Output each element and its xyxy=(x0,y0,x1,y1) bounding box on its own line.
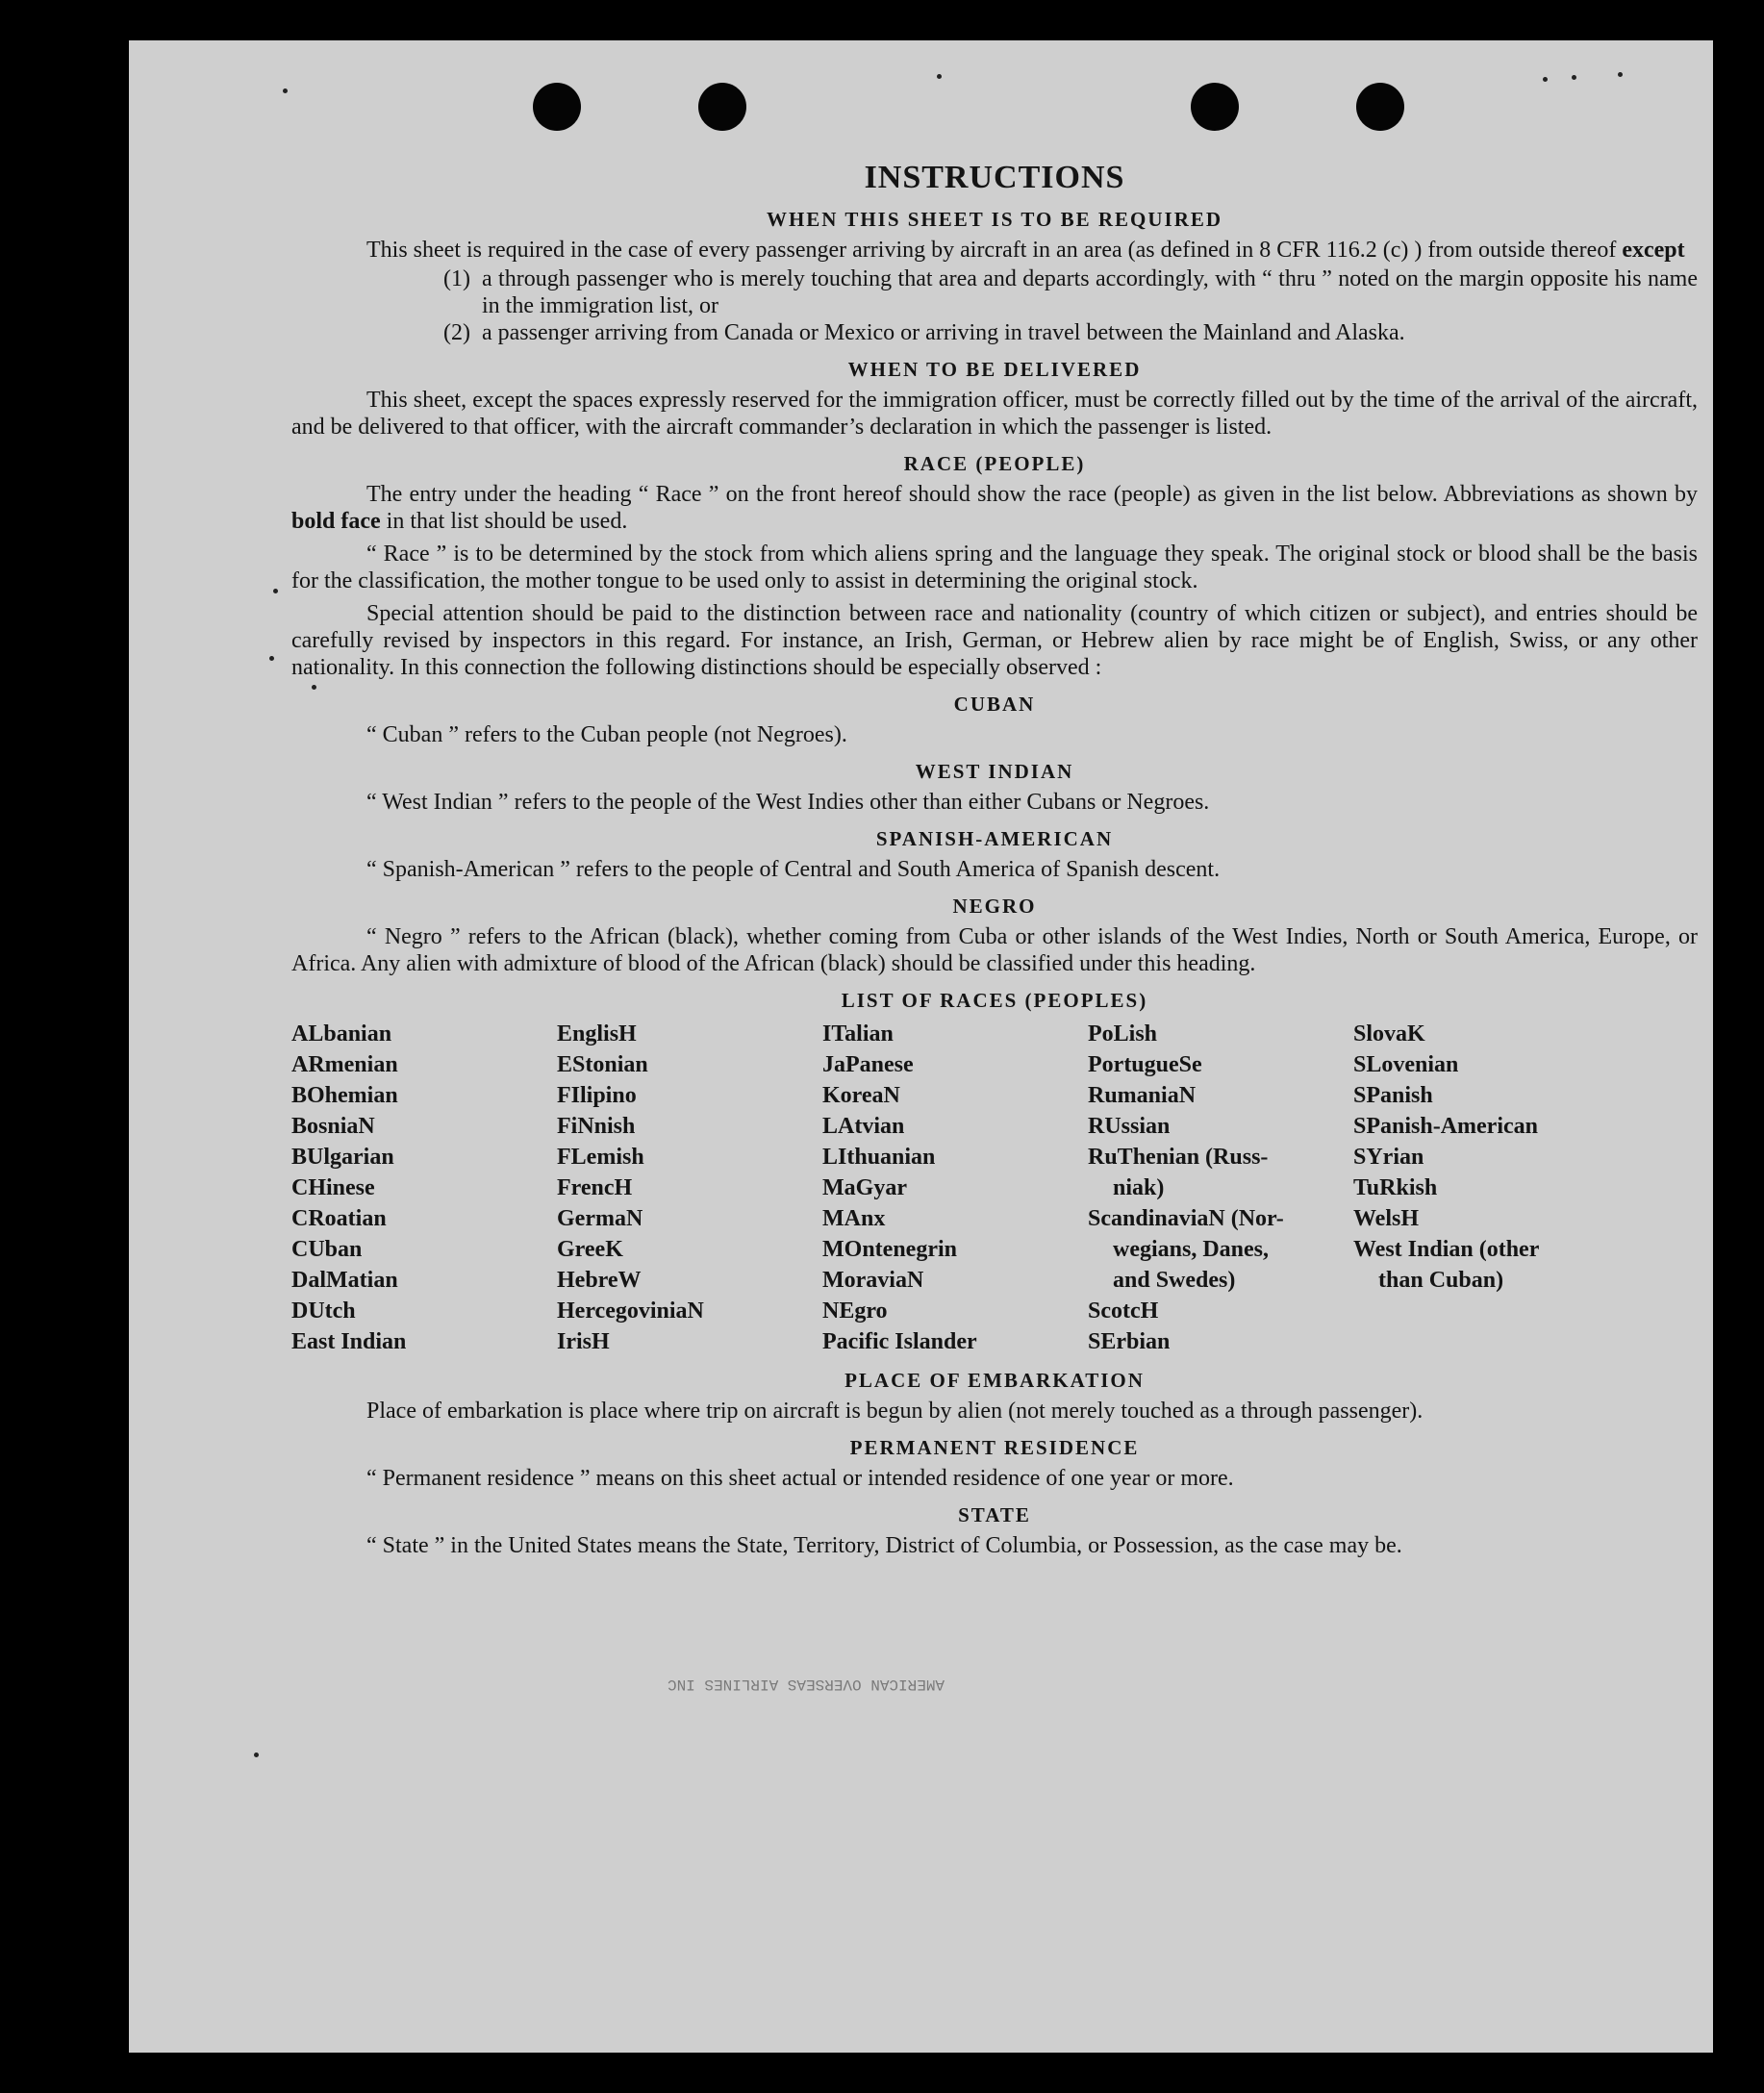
race-entry-text: HebreW xyxy=(557,1268,642,1293)
race-entry-text: JaPanese xyxy=(822,1052,914,1077)
race-entry-text: DUtch xyxy=(291,1299,356,1324)
race-entry-text: RuThenian (Russ- xyxy=(1088,1145,1269,1170)
speck xyxy=(937,74,942,79)
race-entry-text: PoLish xyxy=(1088,1021,1158,1046)
race-entry xyxy=(557,1049,822,1080)
section-heading: WEST INDIAN xyxy=(915,760,1074,783)
race-entry-text: FiNnish xyxy=(557,1114,636,1139)
speck xyxy=(269,656,274,661)
race-entry-text: LIthuanian xyxy=(822,1145,936,1170)
race-entry-text: West Indian (other xyxy=(1353,1237,1540,1262)
race-entry-text: PortugueSe xyxy=(1088,1052,1202,1077)
speck xyxy=(283,88,288,93)
section-heading: STATE xyxy=(958,1503,1031,1526)
race-entry-text: FIlipino xyxy=(557,1083,637,1108)
race-entry-text: RumaniaN xyxy=(1088,1083,1197,1108)
race-entry xyxy=(557,1111,822,1142)
race-entry-text: East Indian xyxy=(291,1329,407,1354)
race-entry xyxy=(822,1173,1088,1203)
list-item xyxy=(291,319,1698,346)
race-entry-text: ScotcH xyxy=(1088,1299,1159,1324)
page-title: INSTRUCTIONS xyxy=(864,160,1125,195)
race-entry-text: MOntenegrin xyxy=(822,1237,957,1262)
race-entry xyxy=(291,1142,557,1173)
race-entry-text: CRoatian xyxy=(291,1206,387,1231)
race-entry xyxy=(822,1296,1088,1326)
races-column xyxy=(557,1019,822,1357)
punch-hole xyxy=(1191,83,1239,131)
race-entry-text: EnglisH xyxy=(557,1021,637,1046)
race-entry-continuation: than Cuban) xyxy=(1378,1268,1504,1293)
race-entry xyxy=(557,1326,822,1357)
race-entry xyxy=(291,1019,557,1049)
residence-paragraph: “ Permanent residence ” means on this sheet actual or intended residence of one year or more. xyxy=(366,1466,1234,1491)
race-entry xyxy=(557,1234,822,1265)
race-entry xyxy=(822,1234,1088,1265)
speck xyxy=(1572,75,1576,80)
race-entry-text: MAnx xyxy=(822,1206,886,1231)
race-entry-text: SErbian xyxy=(1088,1329,1171,1354)
race-entry xyxy=(557,1142,822,1173)
required-intro xyxy=(291,237,1698,264)
speck xyxy=(1543,77,1548,82)
speck xyxy=(254,1753,259,1757)
race-entry-text: GermaN xyxy=(557,1206,643,1231)
list-item-text: a passenger arriving from Canada or Mexico or arriving in travel between the Mainland and Alaska. xyxy=(482,320,1405,345)
race-entry-text: SYrian xyxy=(1353,1145,1424,1170)
list-item xyxy=(291,265,1698,319)
document-sheet xyxy=(129,40,1713,2053)
race-entry-text: ITalian xyxy=(822,1021,894,1046)
race-p1-bold: bold face xyxy=(291,509,381,534)
race-entry-text: SPanish xyxy=(1353,1083,1433,1108)
race-entry xyxy=(1353,1142,1594,1173)
west-indian-paragraph: “ West Indian ” refers to the people of the West Indies other than either Cubans or Negroes. xyxy=(366,790,1210,815)
race-entry-text: RUssian xyxy=(1088,1114,1171,1139)
race-entry-text: CHinese xyxy=(291,1175,375,1200)
races-column xyxy=(1088,1019,1353,1357)
race-entry xyxy=(822,1142,1088,1173)
race-entry-text: TuRkish xyxy=(1353,1175,1438,1200)
race-entry xyxy=(1353,1019,1594,1049)
race-entry xyxy=(291,1265,557,1296)
section-heading: SPANISH-AMERICAN xyxy=(875,827,1114,850)
section-heading: PLACE OF EMBARKATION xyxy=(844,1369,1145,1392)
embarkation-paragraph: Place of embarkation is place where trip on aircraft is begun by alien (not merely touched as a through passenger). xyxy=(366,1399,1424,1424)
list-item-text: a through passenger who is merely touching that area and departs accordingly, with “ thru ” noted on the margin opposite his name in the immigration list, or xyxy=(482,266,1698,318)
state-paragraph: “ State ” in the United States means the State, Territory, District of Columbia, or Possession, as the case may be. xyxy=(366,1533,1402,1558)
race-entry xyxy=(291,1234,557,1265)
race-entry-text: KoreaN xyxy=(822,1083,900,1108)
race-entry-text: FrencH xyxy=(557,1175,633,1200)
exceptions-list xyxy=(291,265,1698,346)
race-entry xyxy=(1088,1049,1353,1080)
race-paragraph-2: “ Race ” is to be determined by the stock from which aliens spring and the language they speak. The original stock or blood shall be the basis for the classification, the mother tongue to be used only to assist in determining the original stock. xyxy=(291,542,1698,593)
section-heading: LIST OF RACES (PEOPLES) xyxy=(841,989,1148,1012)
race-entry xyxy=(822,1203,1088,1234)
race-entry xyxy=(291,1111,557,1142)
punch-hole xyxy=(1356,83,1404,131)
race-paragraph-1 xyxy=(291,481,1698,535)
race-entry xyxy=(1088,1326,1353,1357)
spanish-american-paragraph: “ Spanish-American ” refers to the people of Central and South America of Spanish descent. xyxy=(366,857,1221,882)
race-entry xyxy=(822,1019,1088,1049)
speck xyxy=(1618,72,1623,77)
races-column xyxy=(291,1019,557,1357)
section-heading: NEGRO xyxy=(952,895,1037,918)
race-entry-text: ScandinaviaN (Nor- xyxy=(1088,1206,1284,1231)
race-entry xyxy=(557,1173,822,1203)
race-entry xyxy=(557,1265,822,1296)
race-entry-text: Pacific Islander xyxy=(822,1329,977,1354)
race-entry-text: SPanish-American xyxy=(1353,1114,1538,1139)
race-entry xyxy=(822,1111,1088,1142)
race-entry-text: BUlgarian xyxy=(291,1145,394,1170)
race-entry xyxy=(291,1296,557,1326)
section-heading: WHEN THIS SHEET IS TO BE REQUIRED xyxy=(766,208,1223,231)
race-entry xyxy=(291,1049,557,1080)
race-entry-text: NEgro xyxy=(822,1299,888,1324)
negro-paragraph: “ Negro ” refers to the African (black), whether coming from Cuba or other islands of the West Indies, North or South America, Europe, or Africa. Any alien with admixture of blood of the African (black) should be classified under this heading. xyxy=(291,924,1698,976)
race-entry xyxy=(557,1296,822,1326)
race-entry-text: SLovenian xyxy=(1353,1052,1459,1077)
speck xyxy=(273,589,278,593)
race-entry-text: IrisH xyxy=(557,1329,610,1354)
race-entry xyxy=(291,1326,557,1357)
race-entry-text: BOhemian xyxy=(291,1083,398,1108)
races-column xyxy=(1353,1019,1594,1357)
section-heading: PERMANENT RESIDENCE xyxy=(849,1436,1140,1459)
race-entry-text: GreeK xyxy=(557,1237,623,1262)
cuban-paragraph: “ Cuban ” refers to the Cuban people (not Negroes). xyxy=(366,722,847,747)
race-p1-text: The entry under the heading “ Race ” on the front hereof should show the race (people) as given in the list below. Abbreviations as shown by xyxy=(366,482,1698,507)
race-entry xyxy=(822,1326,1088,1357)
race-entry xyxy=(1353,1203,1594,1234)
race-entry-text: MaGyar xyxy=(822,1175,907,1200)
race-p1-text-end: in that list should be used. xyxy=(386,509,628,534)
race-entry-text: DalMatian xyxy=(291,1268,398,1293)
section-heading: RACE (PEOPLE) xyxy=(903,452,1086,475)
race-entry xyxy=(291,1080,557,1111)
section-heading: WHEN TO BE DELIVERED xyxy=(847,358,1142,381)
race-entry xyxy=(291,1173,557,1203)
required-except: except xyxy=(1622,238,1685,263)
race-entry-text: EStonian xyxy=(557,1052,648,1077)
race-entry xyxy=(822,1080,1088,1111)
race-entry-text: HercegoviniaN xyxy=(557,1299,704,1324)
race-entry xyxy=(1088,1296,1353,1326)
required-intro-text: This sheet is required in the case of every passenger arriving by aircraft in an area (as defined in 8 CFR 116.2 (c) ) from outside thereof xyxy=(366,238,1617,263)
race-entry xyxy=(1088,1080,1353,1111)
punch-hole xyxy=(533,83,581,131)
race-entry xyxy=(557,1019,822,1049)
race-entry-continuation: niak) xyxy=(1113,1175,1165,1200)
race-entry xyxy=(1088,1019,1353,1049)
race-entry-continuation: wegians, Danes, xyxy=(1113,1237,1270,1262)
list-item-number: (2) xyxy=(443,320,470,345)
race-entry xyxy=(1353,1111,1594,1142)
race-entry xyxy=(1088,1203,1353,1296)
embarkation-stamp: AMERICAN OVERSEAS AIRLINES INC xyxy=(668,1676,945,1693)
race-entry xyxy=(1353,1234,1594,1296)
race-entry-text: ARmenian xyxy=(291,1052,398,1077)
race-entry-text: SlovaK xyxy=(1353,1021,1425,1046)
race-entry xyxy=(822,1049,1088,1080)
delivered-paragraph: This sheet, except the spaces expressly reserved for the immigration officer, must be correctly filled out by the time of the arrival of the aircraft, and be delivered to that officer, with the aircraft commander’s declaration in which the passenger is listed. xyxy=(291,388,1698,440)
race-entry-text: LAtvian xyxy=(822,1114,905,1139)
races-list xyxy=(291,1019,1698,1357)
list-item-number: (1) xyxy=(443,266,470,291)
section-heading: CUBAN xyxy=(953,693,1036,716)
race-entry xyxy=(1088,1111,1353,1142)
race-entry-text: FLemish xyxy=(557,1145,644,1170)
race-entry-continuation: and Swedes) xyxy=(1113,1268,1236,1293)
race-entry xyxy=(557,1080,822,1111)
races-column xyxy=(822,1019,1088,1357)
race-entry-text: MoraviaN xyxy=(822,1268,924,1293)
race-entry xyxy=(1353,1049,1594,1080)
race-entry-text: ALbanian xyxy=(291,1021,392,1046)
race-entry xyxy=(557,1203,822,1234)
race-entry xyxy=(1353,1173,1594,1203)
race-paragraph-3: Special attention should be paid to the distinction between race and nationality (country of which citizen or subject), and entries should be carefully revised by inspectors in this regard. For instance, an Irish, German, or Hebrew alien by race might be of English, Swiss, or any other nationality. In this connection the following distinctions should be especially observed : xyxy=(291,601,1698,680)
race-entry xyxy=(1353,1080,1594,1111)
race-entry-text: BosniaN xyxy=(291,1114,375,1139)
punch-hole xyxy=(698,83,746,131)
instructions-content xyxy=(291,160,1698,1565)
race-entry xyxy=(1088,1142,1353,1203)
race-entry-text: WelsH xyxy=(1353,1206,1420,1231)
race-entry xyxy=(291,1203,557,1234)
race-entry xyxy=(822,1265,1088,1296)
race-entry-text: CUban xyxy=(291,1237,363,1262)
